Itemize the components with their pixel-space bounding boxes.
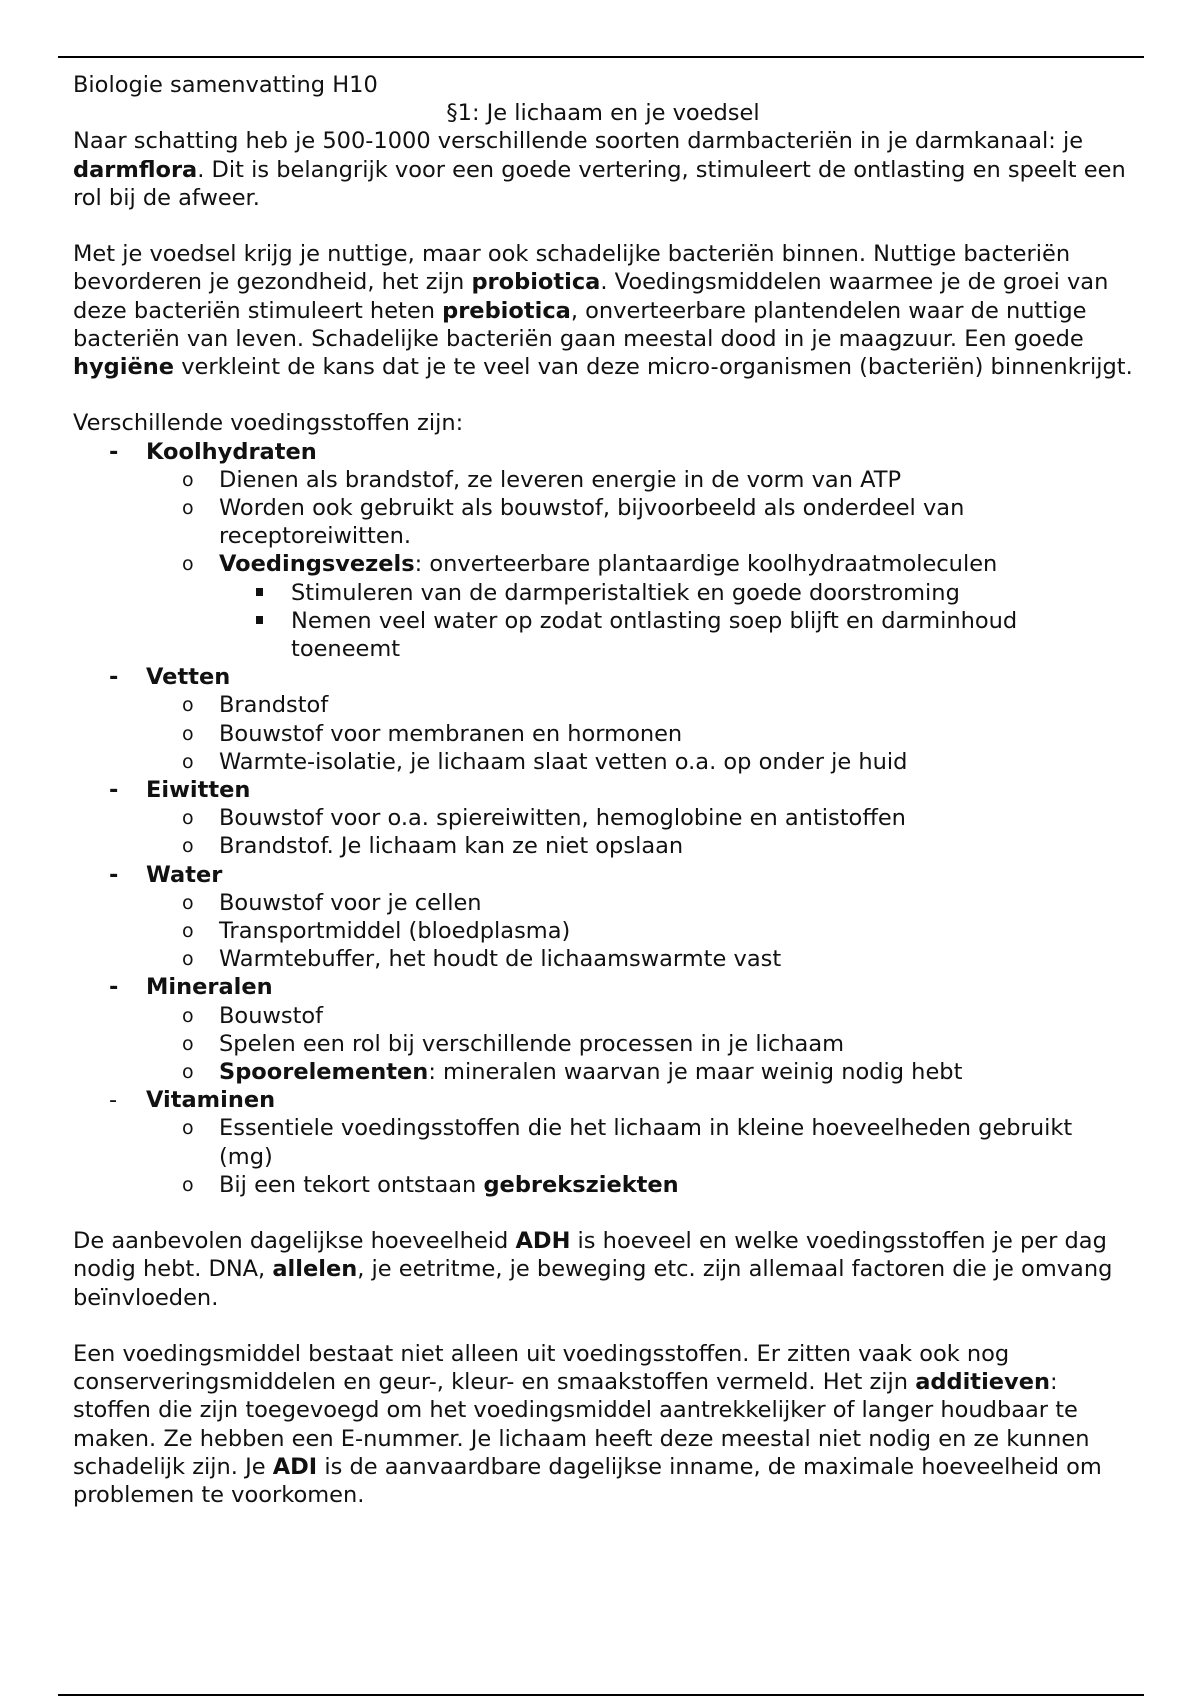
circle-bullet: o — [182, 468, 194, 491]
circle-bullet: o — [182, 807, 194, 830]
nutrient-details — [146, 1002, 1133, 1087]
text-run: Een voedingsmiddel bestaat niet alleen uit voedingsstoffen. Er zitten vaak ook nog conserveringsmiddelen en geur-, kleur- en smaakstoffen vermeld. Het zijn — [73, 1341, 1010, 1396]
detail-text — [219, 1003, 323, 1029]
detail-text — [219, 833, 683, 859]
text-run: Brandstof. Je lichaam kan ze niet opslaan — [219, 833, 684, 860]
detail-text — [219, 749, 907, 775]
detail-text — [219, 918, 570, 944]
text-run: Bij een tekort ontstaan — [219, 1171, 484, 1198]
nutrient-item — [73, 1086, 1133, 1199]
spacer — [73, 1199, 1133, 1227]
detail-item — [73, 945, 1133, 973]
text-run: , je eetritme, je beweging etc. zijn allemaal factoren die je omvang beïnvloeden. — [73, 1256, 1113, 1311]
detail-item — [73, 1030, 1133, 1058]
detail-item — [73, 1114, 1133, 1170]
detail-item — [73, 466, 1133, 494]
bold-term: ADI — [272, 1453, 318, 1480]
document-body — [73, 71, 1133, 1509]
circle-bullet: o — [182, 1061, 194, 1084]
detail-item — [73, 494, 1133, 550]
nutrient-details — [146, 889, 1133, 974]
text-run: Transportmiddel (bloedplasma) — [219, 918, 571, 945]
circle-bullet: o — [182, 1004, 194, 1027]
nutrient-name: Vetten — [146, 664, 231, 691]
bold-term: hygiëne — [73, 354, 175, 381]
text-run: verkleint de kans dat je te veel van deze micro-organismen (bacteriën) binnenkrijgt. — [174, 354, 1133, 381]
detail-item — [73, 804, 1133, 832]
detail-text — [219, 1115, 1072, 1169]
circle-bullet: o — [182, 948, 194, 971]
circle-bullet: o — [182, 1117, 194, 1140]
detail-item — [73, 550, 1133, 663]
text-run: : mineralen waarvan je maar weinig nodig hebt — [428, 1059, 963, 1086]
circle-bullet: o — [182, 920, 194, 943]
detail-item — [73, 1171, 1133, 1199]
nutrient-name: Eiwitten — [146, 777, 251, 804]
text-run: Bouwstof voor membranen en hormonen — [219, 720, 683, 747]
spacer — [73, 212, 1133, 240]
paragraph-adh — [73, 1227, 1133, 1312]
dash-bullet: - — [109, 777, 119, 804]
text-run: . Dit is belangrijk voor een goede vertering, stimuleert de ontlasting en speelt een rol bij de afweer. — [73, 156, 1126, 211]
document-header: Biologie samenvatting H10 — [73, 72, 378, 98]
detail-item — [73, 889, 1133, 917]
nutrient-item — [73, 861, 1133, 974]
text-run: is de aanvaardbare dagelijkse inname, de maximale hoeveelheid om problemen te voorkomen. — [73, 1453, 1102, 1509]
bold-term: ADH — [515, 1228, 571, 1255]
dash-bullet: - — [109, 664, 119, 691]
paragraph-darmflora — [73, 127, 1133, 212]
detail-text — [219, 1059, 962, 1085]
bold-term: Spoorelementen — [219, 1059, 429, 1086]
circle-bullet: o — [182, 835, 194, 858]
dash-bullet: - — [109, 438, 119, 465]
circle-bullet: o — [182, 694, 194, 717]
bold-term: prebiotica — [442, 297, 571, 324]
spacer — [73, 1312, 1133, 1340]
detail-text — [219, 805, 906, 831]
nutrient-details — [146, 804, 1133, 860]
detail-item — [73, 1002, 1133, 1030]
text-run: is hoeveel en welke voedingsstoffen je per dag nodig hebt. DNA, — [73, 1228, 1107, 1283]
nutrient-item — [73, 663, 1133, 776]
text-run: Warmte-isolatie, je lichaam slaat vetten o.a. op onder je huid — [219, 748, 908, 775]
sub-detail-item — [73, 607, 1133, 663]
circle-bullet: o — [182, 891, 194, 914]
square-bullet — [256, 588, 263, 596]
spacer — [73, 381, 1133, 409]
paragraph-bacteria — [73, 240, 1133, 381]
text-run: : stoffen die zijn toegevoegd om het voedingsmiddel aantrekkelijker of langer houdbaar te maken. Ze hebben een E-nummer. Je lichaam heeft deze meestal niet nodig en ze kunnen schadelijk zijn. Je — [73, 1369, 1090, 1480]
detail-item — [73, 691, 1133, 719]
nutrient-details — [146, 1114, 1133, 1199]
detail-text — [219, 946, 781, 972]
detail-text — [219, 890, 482, 916]
detail-text — [219, 551, 997, 577]
text-run: Bouwstof voor je cellen — [219, 889, 482, 916]
detail-item — [73, 917, 1133, 945]
detail-item — [73, 720, 1133, 748]
text-run: Met je voedsel krijg je nuttige, maar ook schadelijke bacteriën binnen. Nuttige bacteriën bevorderen je gezondheid, het zijn — [73, 241, 1071, 296]
detail-text — [219, 467, 901, 493]
nutrient-item — [73, 776, 1133, 861]
section-title: §1: Je lichaam en je voedsel — [446, 100, 760, 127]
text-run: Brandstof — [219, 692, 329, 719]
nutrient-name: Mineralen — [146, 974, 273, 1001]
text-run: Naar schatting heb je 500-1000 verschillende soorten darmbacteriën in je darmkanaal: je — [73, 128, 1084, 155]
text-run: De aanbevolen dagelijkse hoeveelheid — [73, 1228, 516, 1255]
nutrient-details — [146, 691, 1133, 776]
circle-bullet: o — [182, 553, 194, 576]
detail-text — [219, 692, 328, 718]
detail-item — [73, 832, 1133, 860]
text-run: Warmtebuffer, het houdt de lichaamswarmte vast — [219, 946, 782, 973]
footer-rule — [58, 1694, 1144, 1696]
text-run: Bouwstof — [219, 1002, 324, 1029]
bold-term: allelen — [272, 1256, 358, 1283]
circle-bullet: o — [182, 750, 194, 773]
circle-bullet: o — [182, 722, 194, 745]
bold-term: probiotica — [471, 269, 601, 296]
text-run: . Voedingsmiddelen waarmee je de groei van deze bacteriën stimuleert heten — [73, 269, 1109, 324]
detail-text — [219, 1172, 679, 1198]
list-intro: Verschillende voedingsstoffen zijn: — [73, 410, 464, 437]
text-run: , onverteerbare plantendelen waar de nuttige bacteriën van leven. Schadelijke bacteriën gaan meestal dood in je maagzuur. Een goede — [73, 297, 1087, 352]
circle-bullet: o — [182, 1032, 194, 1055]
bold-term: additieven — [915, 1369, 1050, 1396]
bold-term: Voedingsvezels — [219, 551, 415, 578]
sub-detail-item — [73, 579, 1133, 607]
square-bullet — [256, 616, 263, 624]
nutrient-list — [73, 438, 1133, 1199]
text-run: Dienen als brandstof, ze leveren energie in de vorm van ATP — [219, 466, 902, 493]
nutrient-item — [73, 973, 1133, 1086]
sub-details — [219, 579, 1133, 664]
bold-term: darmflora — [73, 156, 198, 183]
text-run: Worden ook gebruikt als bouwstof, bijvoorbeeld als onderdeel van receptoreiwitten. — [219, 495, 965, 550]
text-run: Essentiele voedingsstoffen die het lichaam in kleine hoeveelheden gebruikt (mg) — [219, 1115, 1073, 1170]
text-run: : onverteerbare plantaardige koolhydraatmoleculen — [414, 551, 998, 578]
detail-item — [73, 1058, 1133, 1086]
circle-bullet: o — [182, 1173, 194, 1196]
bold-term: gebreksziekten — [483, 1171, 679, 1198]
text-run: Bouwstof voor o.a. spiereiwitten, hemoglobine en antistoffen — [219, 805, 906, 832]
nutrient-item — [73, 438, 1133, 664]
circle-bullet: o — [182, 497, 194, 520]
nutrient-details — [146, 466, 1133, 663]
dash-bullet: - — [109, 974, 119, 1001]
text-run: Spelen een rol bij verschillende processen in je lichaam — [219, 1030, 845, 1057]
sub-detail-text: Stimuleren van de darmperistaltiek en goede doorstroming — [291, 579, 960, 606]
detail-text — [219, 1031, 844, 1057]
detail-text — [219, 495, 964, 549]
nutrient-name: Water — [146, 861, 223, 888]
dash-bullet: - — [109, 861, 119, 888]
paragraph-additives — [73, 1340, 1133, 1509]
sub-detail-text: Nemen veel water op zodat ontlasting soep blijft en darminhoud toeneemt — [291, 607, 1018, 663]
detail-item — [73, 748, 1133, 776]
nutrient-name: Vitaminen — [146, 1087, 276, 1114]
header-rule — [58, 56, 1144, 58]
nutrient-name: Koolhydraten — [146, 438, 317, 465]
dash-bullet: - — [109, 1087, 118, 1114]
detail-text — [219, 721, 682, 747]
